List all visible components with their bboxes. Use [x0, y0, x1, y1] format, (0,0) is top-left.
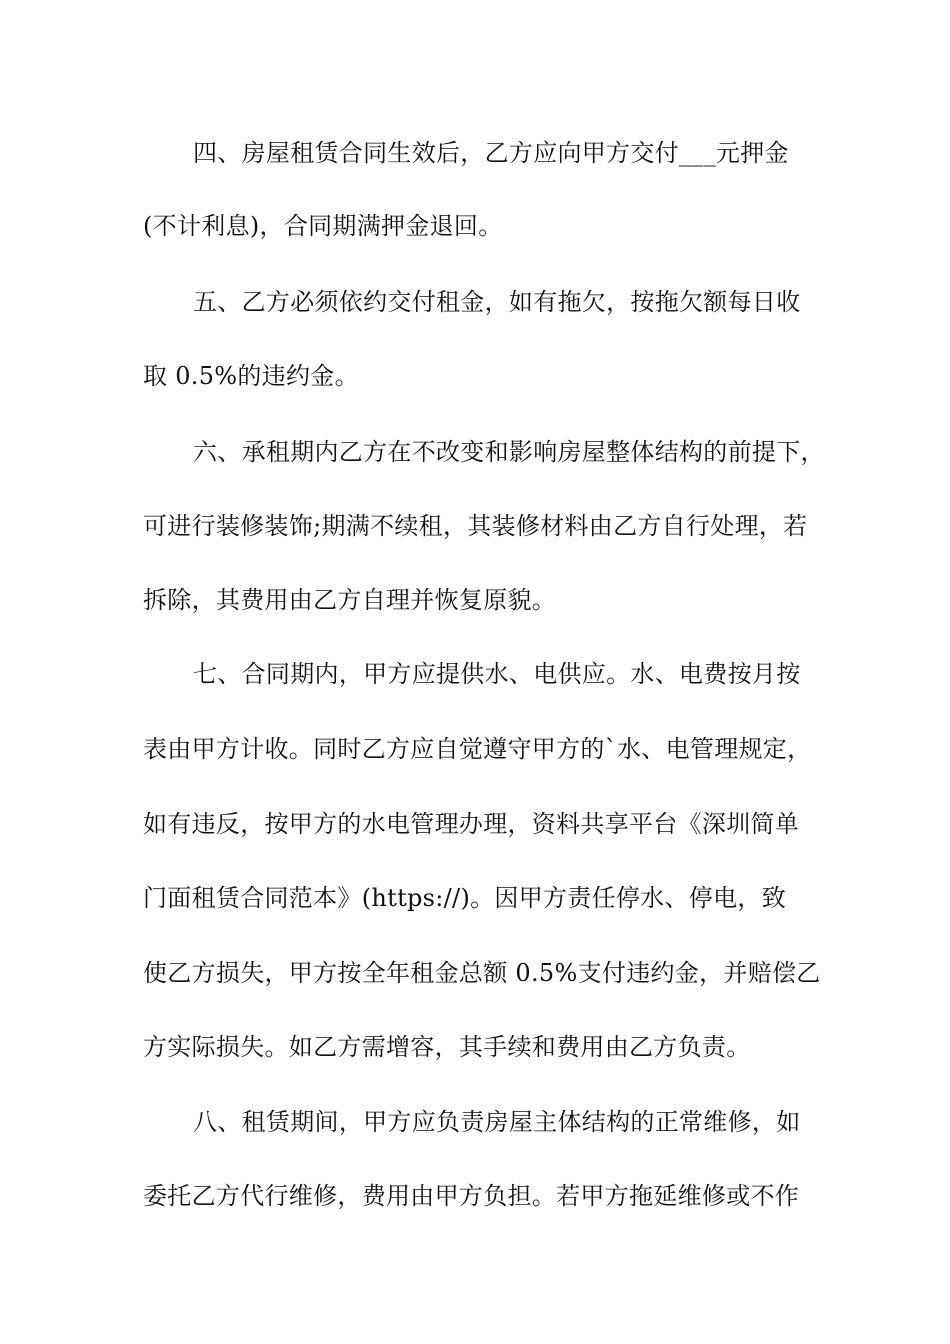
text-line: 可进行装修装饰;期满不续租，其装修材料由乙方自行处理，若 — [143, 512, 808, 540]
text-line: 委托乙方代行维修，费用由甲方负担。若甲方拖延维修或不作 — [143, 1182, 800, 1210]
text-line: (不计利息)，合同期满押金退回。 — [143, 212, 503, 240]
text-line: 八、租赁期间，甲方应负责房屋主体结构的正常维修，如 — [193, 1108, 801, 1136]
text-line: 方实际损失。如乙方需增容，其手续和费用由乙方负责。 — [143, 1033, 751, 1061]
text-line: 门面租赁合同范本》(https://)。因甲方责任停水、停电，致 — [143, 884, 787, 912]
text-line: 如有违反，按甲方的水电管理办理，资料共享平台《深圳简单 — [143, 810, 800, 838]
text-line: 七、合同期内，甲方应提供水、电供应。水、电费按月按 — [193, 660, 801, 688]
text-line: 取 0.5%的违约金。 — [143, 362, 359, 390]
text-line: 使乙方损失，甲方按全年租金总额 0.5%支付违约金，并赔偿乙 — [143, 959, 821, 987]
text-line: 五、乙方必须依约交付租金，如有拖欠，按拖欠额每日收 — [193, 288, 801, 316]
text-line: 拆除，其费用由乙方自理并恢复原貌。 — [143, 586, 557, 614]
text-line: 四、房屋租赁合同生效后，乙方应向甲方交付___元押金 — [193, 139, 789, 167]
text-line: 表由甲方计收。同时乙方应自觉遵守甲方的`水、电管理规定， — [143, 735, 812, 763]
text-line: 六、承租期内乙方在不改变和影响房屋整体结构的前提下， — [193, 438, 825, 466]
